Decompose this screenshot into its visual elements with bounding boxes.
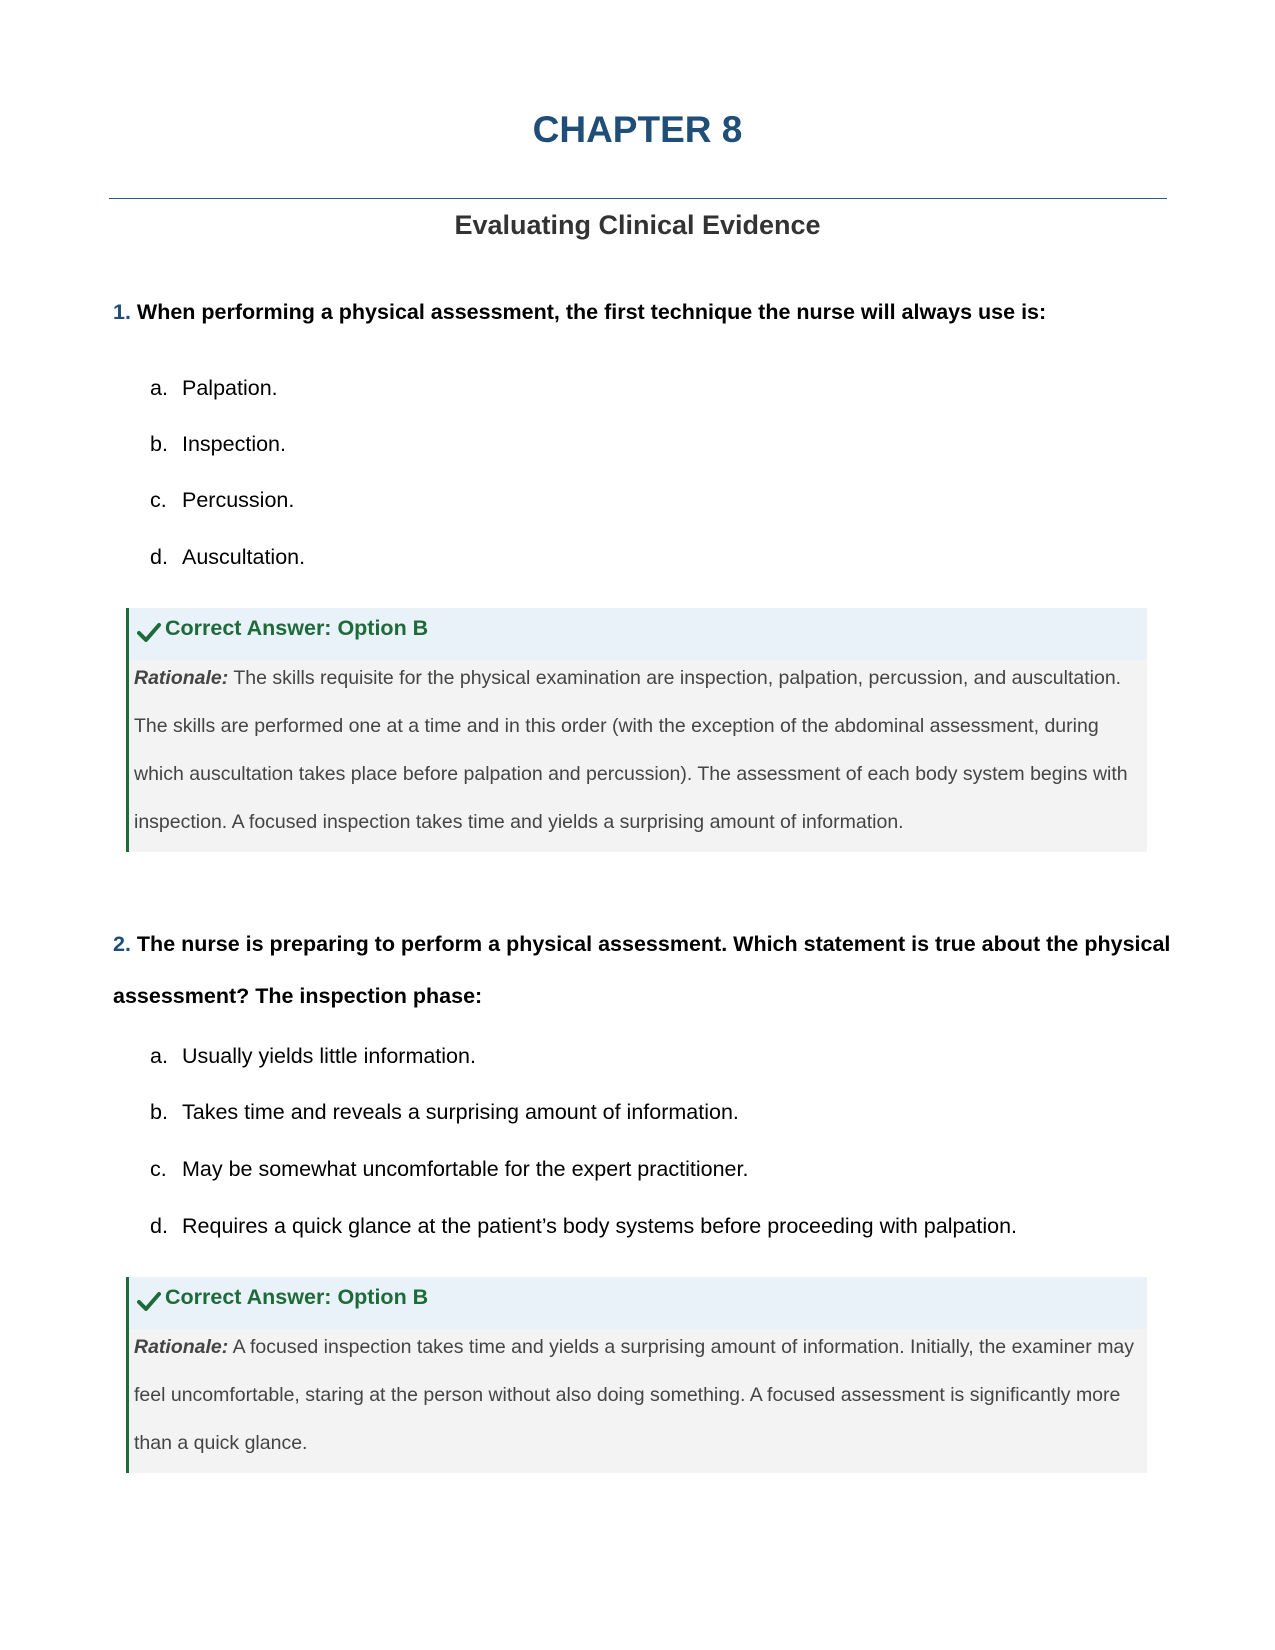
check-icon xyxy=(137,620,161,644)
option-text: Inspection. xyxy=(182,432,286,456)
option-text: Palpation. xyxy=(182,376,278,400)
question-2 xyxy=(113,918,1173,1022)
option-b xyxy=(150,429,286,459)
check-icon xyxy=(137,1289,161,1313)
correct-answer-label: Correct Answer: Option B xyxy=(165,1285,429,1309)
question-text: The nurse is preparing to perform a physical assessment. Which statement is true about the physical assessment? The inspection phase: xyxy=(113,932,1171,1008)
rationale xyxy=(129,1323,1147,1473)
rationale-label: Rationale: xyxy=(134,667,229,689)
answer-box-2 xyxy=(126,1277,1147,1473)
question-text: When performing a physical assessment, the first technique the nurse will always use is: xyxy=(136,300,1047,324)
answer-header xyxy=(129,1277,1147,1329)
option-letter: b. xyxy=(150,1100,168,1124)
rationale xyxy=(129,654,1147,852)
title-divider xyxy=(109,198,1167,199)
rationale-text: A focused inspection takes time and yields a surprising amount of information. Initially, the examiner may feel uncomfortable, staring at the person without also doing something. A focused assessment is significantly more than a quick glance. xyxy=(134,1336,1135,1454)
question-number: 2. xyxy=(113,932,131,956)
rationale-text: The skills requisite for the physical examination are inspection, palpation, percussion, and auscultation. The skills are performed one at a time and in this order (with the exception of the abdominal assessment, during which auscultation takes place before palpation and percussion). The assessment of each body system begins with inspection. A focused inspection takes time and yields a surprising amount of information. xyxy=(134,667,1128,833)
option-a xyxy=(150,373,278,403)
answer-box-1 xyxy=(126,608,1147,852)
answer-header xyxy=(129,608,1147,660)
correct-answer-label: Correct Answer: Option B xyxy=(165,616,429,640)
question-1 xyxy=(113,286,1173,338)
rationale-label: Rationale: xyxy=(134,1336,229,1358)
option-letter: b. xyxy=(150,432,168,456)
option-c xyxy=(150,485,294,515)
question-number: 1. xyxy=(113,300,131,324)
option-a xyxy=(150,1041,476,1071)
option-text: Takes time and reveals a surprising amount of information. xyxy=(182,1100,739,1124)
option-text: Auscultation. xyxy=(182,545,306,569)
option-d xyxy=(150,542,305,572)
option-text: Percussion. xyxy=(182,488,295,512)
option-letter: a. xyxy=(150,1044,168,1068)
option-letter: d. xyxy=(150,1214,168,1238)
option-letter: c. xyxy=(150,1157,167,1181)
option-c xyxy=(150,1154,748,1184)
chapter-title: CHAPTER 8 xyxy=(532,109,743,150)
option-letter: d. xyxy=(150,545,168,569)
option-letter: a. xyxy=(150,376,168,400)
option-text: Usually yields little information. xyxy=(182,1044,476,1068)
option-b xyxy=(150,1097,739,1127)
option-d xyxy=(150,1211,1017,1241)
option-text: May be somewhat uncomfortable for the expert practitioner. xyxy=(182,1157,749,1181)
chapter-subtitle: Evaluating Clinical Evidence xyxy=(454,210,821,240)
option-text: Requires a quick glance at the patient’s body systems before proceeding with palpation. xyxy=(182,1214,1018,1238)
option-letter: c. xyxy=(150,488,167,512)
